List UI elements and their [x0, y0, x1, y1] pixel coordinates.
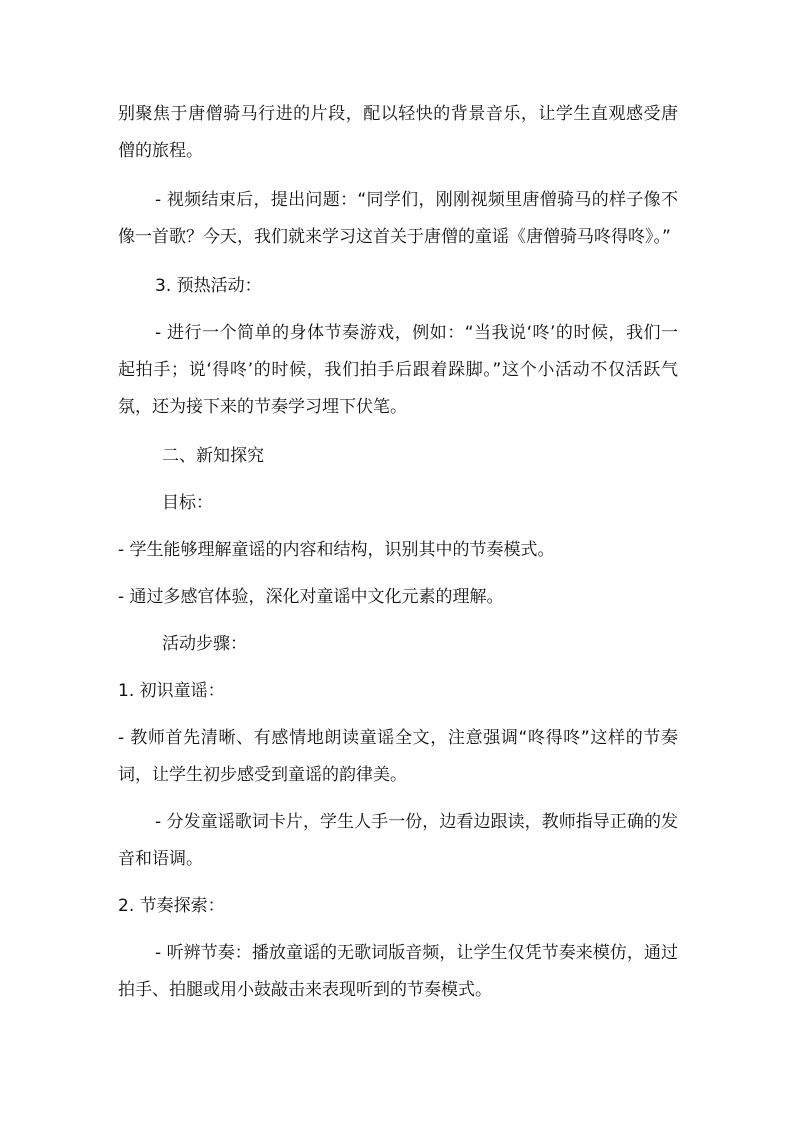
paragraph-step-2-listening: - 听辨节奏：播放童谣的无歌词版音频，让学生仅凭节奏来模仿，通过拍手、拍腿或用小鼓敲击来表现听到的节奏模式。: [118, 943, 678, 1000]
section-heading-new-knowledge: 二、新知探究: [162, 446, 264, 466]
paragraph-rhythm-game: - 进行一个简单的身体节奏游戏，例如：“当我说‘咚’的时候，我们一起拍手；说‘得咚’的时候，我们拍手后跟着跺脚。”这个小活动不仅活跃气氛，还为接下来的节奏学习埋下伏笔。: [118, 323, 678, 417]
heading-activity-steps: 活动步骤：: [162, 634, 247, 654]
paragraph-intro-continued: 别聚焦于唐僧骑马行进的片段，配以轻快的背景音乐，让学生直观感受唐僧的旅程。: [118, 104, 678, 161]
heading-warmup-activity: 3. 预热活动：: [155, 276, 262, 296]
document-body: [118, 96, 678, 1009]
paragraph-step-1-cards: - 分发童谣歌词卡片，学生人手一份，边看边跟读，教师指导正确的发音和语调。: [118, 812, 678, 869]
heading-step-1: 1. 初识童谣：: [118, 681, 225, 701]
list-item-objective-2: - 通过多感官体验，深化对童谣中文化元素的理解。: [118, 587, 504, 607]
paragraph-video-question: - 视频结束后，提出问题：“同学们，刚刚视频里唐僧骑马的样子像不像一首歌？今天，我们就来学习这首关于唐僧的童谣《唐僧骑马咚得咚》。”: [118, 190, 678, 247]
paragraph-step-1-reading: - 教师首先清晰、有感情地朗读童谣全文，注意强调“咚得咚”这样的节奏词，让学生初步感受到童谣的韵律美。: [118, 728, 678, 785]
heading-objectives: 目标：: [162, 493, 213, 513]
list-item-objective-1: - 学生能够理解童谣的内容和结构，识别其中的节奏模式。: [118, 540, 555, 560]
heading-step-2: 2. 节奏探索：: [118, 896, 225, 916]
